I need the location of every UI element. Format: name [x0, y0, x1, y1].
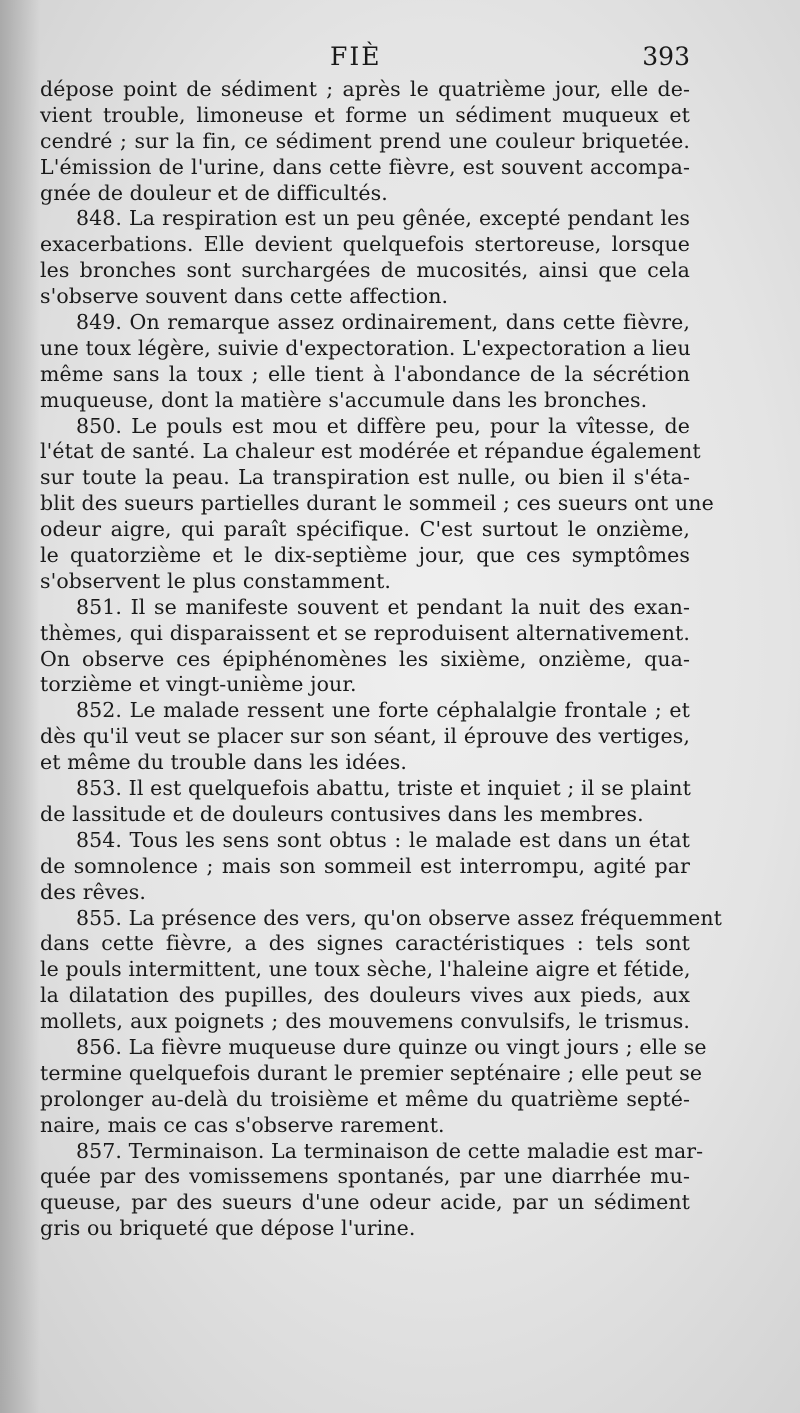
text-line: cendré ; sur la fin, ce sédiment prend une couleur briquetée. [40, 128, 690, 153]
paragraph-856-start: 856. La fièvre muqueuse dure quinze ou vingt jours ; elle se [76, 1034, 707, 1059]
text-line: les bronches sont surchargées de mucosités, ainsi que cela [40, 258, 690, 283]
text-line: odeur aigre, qui paraît spécifique. C'est surtout le onzième, [40, 517, 690, 542]
text-line: même sans la toux ; elle tient à l'abondance de la sécrétion [40, 361, 690, 386]
page-header [40, 42, 690, 82]
text-line: s'observent le plus constamment. [40, 568, 392, 593]
paragraph-857-start: 857. Terminaison. La terminaison de cette maladie est mar- [76, 1138, 704, 1163]
paragraph-848-start: 848. La respiration est un peu gênée, excepté pendant les [76, 206, 690, 231]
text-line: s'observe souvent dans cette affection. [40, 284, 449, 309]
text-line: des rêves. [40, 879, 146, 904]
text-line: dans cette fièvre, a des signes caractéristiques : tels sont [40, 931, 690, 956]
text-line: le pouls intermittent, une toux sèche, l'haleine aigre et fétide, [40, 957, 691, 982]
text-line: On observe ces épiphénomènes les sixième, onzième, qua- [40, 646, 690, 671]
text-line: queuse, par des sueurs d'une odeur acide, par un sédiment [40, 1190, 690, 1215]
paragraph-850-start: 850. Le pouls est mou et diffère peu, pour la vîtesse, de [76, 413, 690, 438]
text-line: prolonger au-delà du troisième et même du quatrième septé- [40, 1086, 690, 1111]
paragraph-855-start: 855. La présence des vers, qu'on observe assez fréquemment [76, 905, 723, 930]
text-line: gnée de douleur et de difficultés. [40, 180, 388, 205]
paragraph-854-start: 854. Tous les sens sont obtus : le malade est dans un état [76, 827, 690, 852]
text-line: muqueuse, dont la matière s'accumule dans les bronches. [40, 387, 648, 412]
text-line: mollets, aux poignets ; des mouvemens convulsifs, le trismus. [40, 1009, 690, 1034]
text-line: sur toute la peau. La transpiration est nulle, ou bien il s'éta- [40, 465, 690, 490]
text-line: gris ou briqueté que dépose l'urine. [40, 1216, 416, 1241]
text-line: naire, mais ce cas s'observe rarement. [40, 1112, 445, 1137]
text-line: le quatorzième et le dix-septième jour, que ces symptômes [40, 543, 690, 568]
text-line: la dilatation des pupilles, des douleurs vives aux pieds, aux [40, 983, 690, 1008]
text-line: de somnolence ; mais son sommeil est interrompu, agité par [40, 853, 690, 878]
text-line: dépose point de sédiment ; après le quatrième jour, elle de- [40, 77, 690, 101]
text-line: dès qu'il veut se placer sur son séant, il éprouve des vertiges, [40, 724, 690, 749]
text-line: termine quelquefois durant le premier septénaire ; elle peut se [40, 1060, 703, 1085]
text-line: quée par des vomissemens spontanés, par une diarrhée mu- [40, 1164, 690, 1189]
paragraph-853-start: 853. Il est quelquefois abattu, triste et inquiet ; il se plaint [76, 776, 691, 801]
text-line: thèmes, qui disparaissent et se reproduisent alternativement. [40, 620, 690, 645]
text-line: exacerbations. Elle devient quelquefois stertoreuse, lorsque [40, 232, 690, 257]
text-line: l'état de santé. La chaleur est modérée et répandue également [40, 439, 701, 464]
binding-shadow [0, 0, 40, 1413]
page-number: 393 [642, 42, 690, 71]
text-line: vient trouble, limoneuse et forme un sédiment muqueux et [40, 102, 690, 127]
paragraph-849-start: 849. On remarque assez ordinairement, dans cette fièvre, [76, 310, 690, 335]
paragraph-852-start: 852. Le malade ressent une forte céphalalgie frontale ; et [76, 698, 690, 723]
body-text [40, 77, 723, 1242]
text-line: une toux légère, suivie d'expectoration. L'expectoration a lieu [40, 335, 691, 360]
text-line: torzième et vingt-unième jour. [40, 672, 357, 697]
text-line: de lassitude et de douleurs contusives dans les membres. [40, 801, 644, 826]
paragraph-851-start: 851. Il se manifeste souvent et pendant la nuit des exan- [76, 594, 690, 619]
running-title: FIÈ [330, 42, 382, 71]
text-line: et même du trouble dans les idées. [40, 750, 407, 775]
text-line: L'émission de l'urine, dans cette fièvre, est souvent accompa- [40, 154, 690, 179]
text-line: blit des sueurs partielles durant le sommeil ; ces sueurs ont une [40, 491, 714, 516]
